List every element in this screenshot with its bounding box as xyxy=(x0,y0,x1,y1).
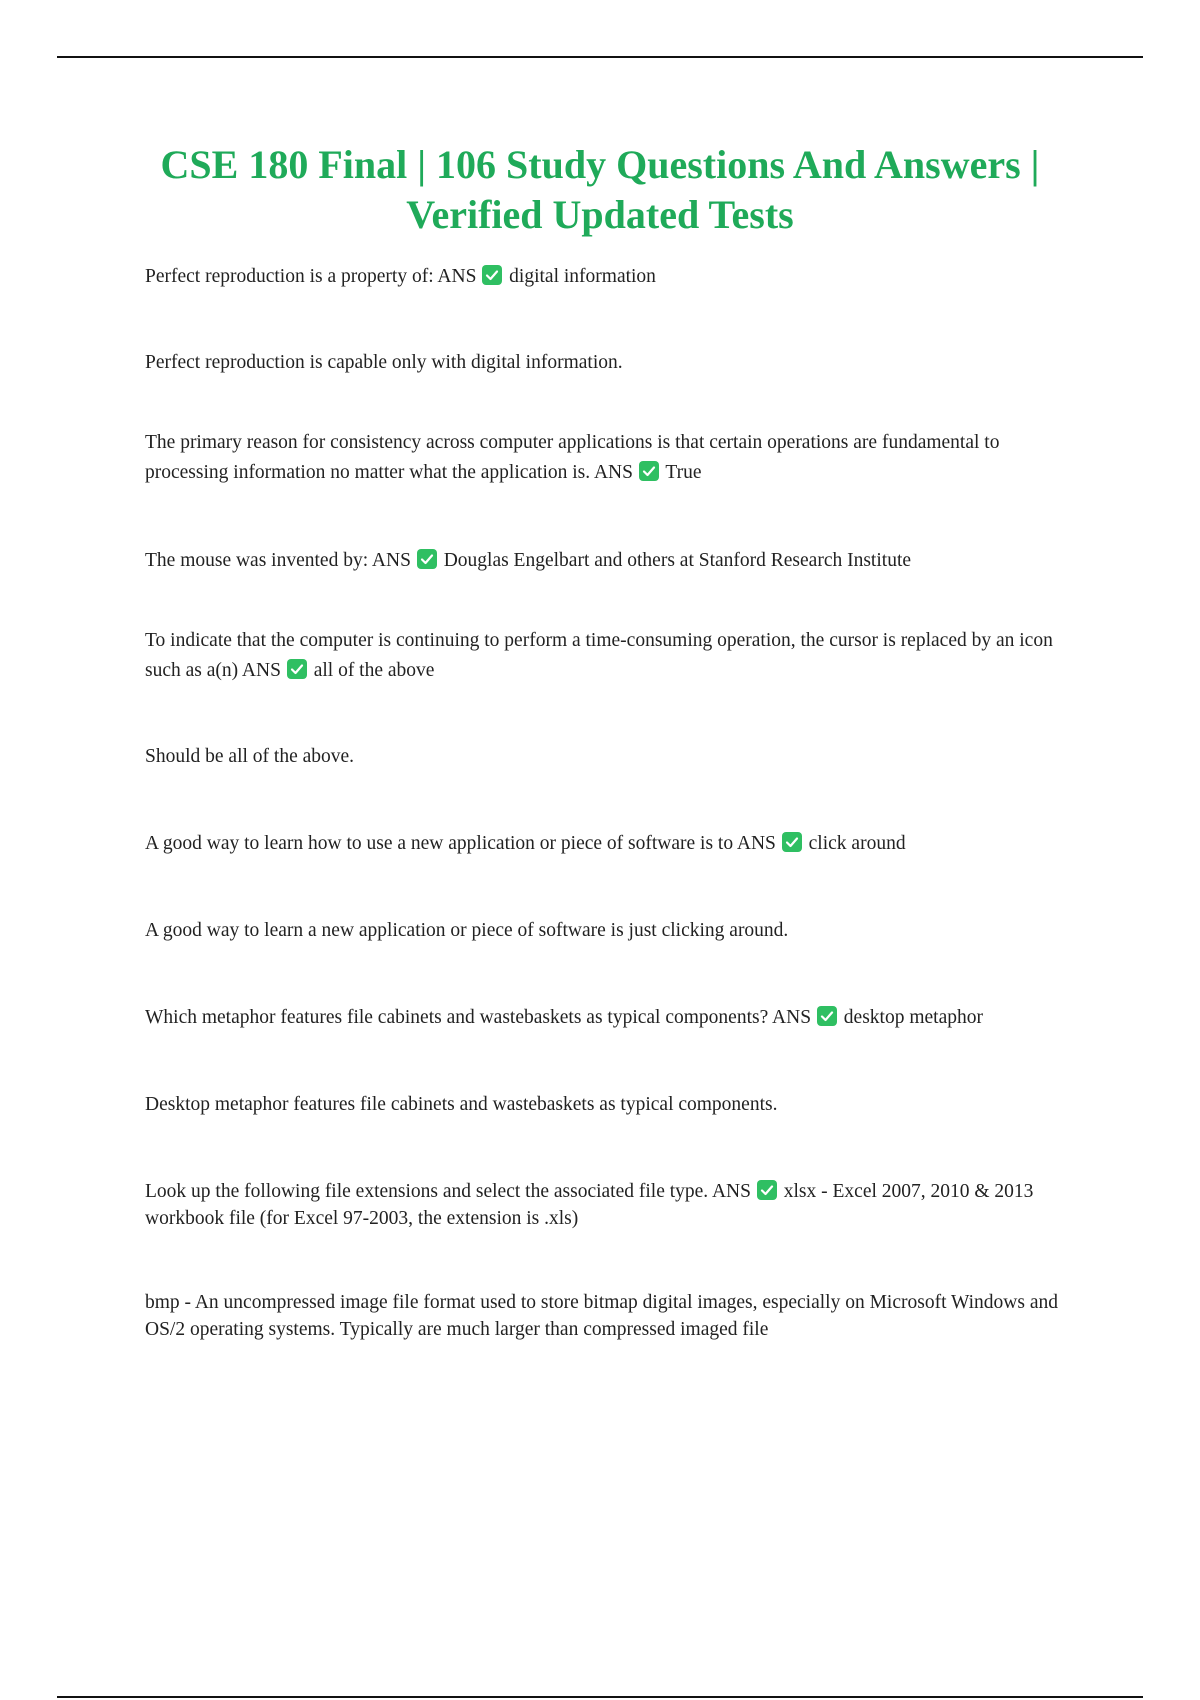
answer-text: xlsx - Excel 2007, 2010 & 2013 workbook file (for Excel 97-2003, the extension is .xls) xyxy=(145,1181,1034,1229)
question-paragraph xyxy=(145,546,1080,576)
bottom-rule xyxy=(57,1696,1143,1698)
question-text: Perfect reproduction is a property of: ANS xyxy=(145,266,477,287)
answer-text: digital information xyxy=(509,266,656,287)
note-paragraph: Perfect reproduction is capable only with digital information. xyxy=(145,352,623,373)
question-text: The primary reason for consistency across computer applications is that certain operations are fundamental to processing information no matter what the application is. ANS xyxy=(145,432,1000,483)
question-paragraph xyxy=(145,626,1080,686)
note-paragraph: A good way to learn a new application or piece of software is just clicking around. xyxy=(145,920,789,941)
check-mark-icon xyxy=(782,832,802,852)
question-paragraph xyxy=(145,1003,1080,1033)
note-paragraph: Should be all of the above. xyxy=(145,746,355,767)
check-mark-icon xyxy=(417,549,437,569)
top-rule xyxy=(57,56,1143,58)
question-paragraph xyxy=(145,1178,1080,1232)
answer-text: Douglas Engelbart and others at Stanford Research Institute xyxy=(443,550,912,571)
check-mark-icon xyxy=(287,659,307,679)
document-body xyxy=(145,262,1080,1343)
title-line-1: CSE 180 Final | 106 Study Questions And Answers | xyxy=(160,142,1040,187)
question-paragraph xyxy=(145,428,1080,488)
check-mark-icon xyxy=(757,1180,777,1200)
answer-text: desktop metaphor xyxy=(843,1007,983,1028)
note-paragraph: Desktop metaphor features file cabinets and wastebaskets as typical components. xyxy=(145,1094,778,1115)
document-title xyxy=(130,140,1070,240)
question-text: Look up the following file extensions and select the associated file type. ANS xyxy=(145,1181,751,1202)
question-text: A good way to learn how to use a new application or piece of software is to ANS xyxy=(145,833,776,854)
answer-text: click around xyxy=(808,833,906,854)
question-text: To indicate that the computer is continuing to perform a time-consuming operation, the cursor is replaced by an icon such as a(n) ANS xyxy=(145,630,1053,681)
question-paragraph xyxy=(145,829,1080,859)
note-paragraph: bmp - An uncompressed image file format used to store bitmap digital images, especially on Microsoft Windows and OS/2 operating systems. Typically are much larger than compressed imaged file xyxy=(145,1292,1058,1340)
check-mark-icon xyxy=(482,265,502,285)
question-paragraph xyxy=(145,262,1080,292)
answer-text: True xyxy=(665,462,702,483)
question-text: Which metaphor features file cabinets and wastebaskets as typical components? ANS xyxy=(145,1007,812,1028)
check-mark-icon xyxy=(817,1006,837,1026)
title-line-2: Verified Updated Tests xyxy=(406,192,794,237)
answer-text: all of the above xyxy=(313,660,435,681)
check-mark-icon xyxy=(639,461,659,481)
question-text: The mouse was invented by: ANS xyxy=(145,550,411,571)
